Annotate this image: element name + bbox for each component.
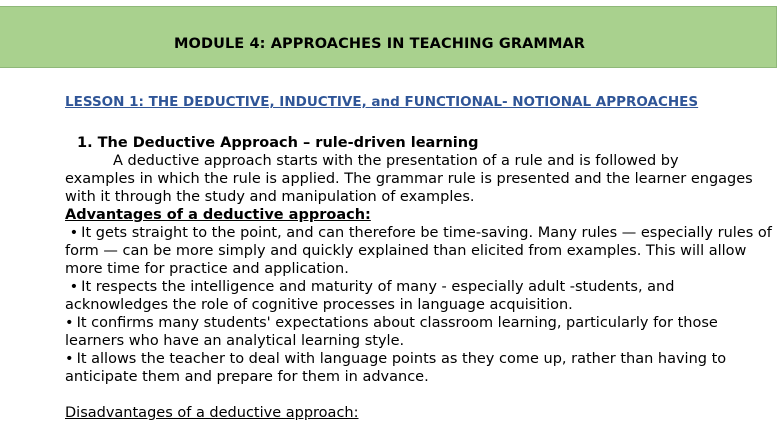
module-banner (0, 6, 777, 68)
lesson-title-link[interactable]: LESSON 1: THE DEDUCTIVE, INDUCTIVE, and FUNCTIONAL- NOTIONAL APPROACHES (65, 94, 699, 110)
disadvantages-heading: Disadvantages of a deductive approach: (65, 405, 359, 421)
section-heading-deductive: 1. The Deductive Approach – rule-driven learning (77, 135, 479, 151)
advantage-item-2 (65, 278, 777, 314)
advantage-item-4 (65, 350, 777, 386)
bullet-icon: • (69, 225, 79, 241)
intro-paragraph-line1: A deductive approach starts with the presentation of a rule and is followed by (113, 153, 679, 169)
advantage-text: It confirms many students' expectations about classroom learning, particularly for those learners who have an analytical learning style. (65, 315, 718, 349)
advantage-item-3 (65, 314, 777, 350)
advantages-heading: Advantages of a deductive approach: (65, 207, 371, 223)
bullet-icon: • (65, 351, 74, 367)
advantage-text: It allows the teacher to deal with language points as they come up, rather than having to anticipate them and prepare for them in advance. (65, 351, 727, 385)
advantage-text: It respects the intelligence and maturity of many - especially adult -students, and acknowledges the role of cognitive processes in language acquisition. (65, 279, 675, 313)
intro-paragraph-rest: examples in which the rule is applied. The grammar rule is presented and the learner engages with it through the study and manipulation of examples. (65, 171, 753, 205)
document-body (65, 92, 777, 422)
advantage-text: It gets straight to the point, and can therefore be time-saving. Many rules — especially rules of form — can be more simply and quickly explained than elicited from examples. This will allow more time for practice and application. (65, 225, 772, 277)
advantage-item-1 (65, 224, 777, 278)
module-title: MODULE 4: APPROACHES IN TEACHING GRAMMAR (174, 36, 586, 52)
bullet-icon: • (69, 279, 79, 295)
spacer (65, 112, 777, 134)
spacer (65, 386, 777, 404)
bullet-icon: • (65, 315, 74, 331)
